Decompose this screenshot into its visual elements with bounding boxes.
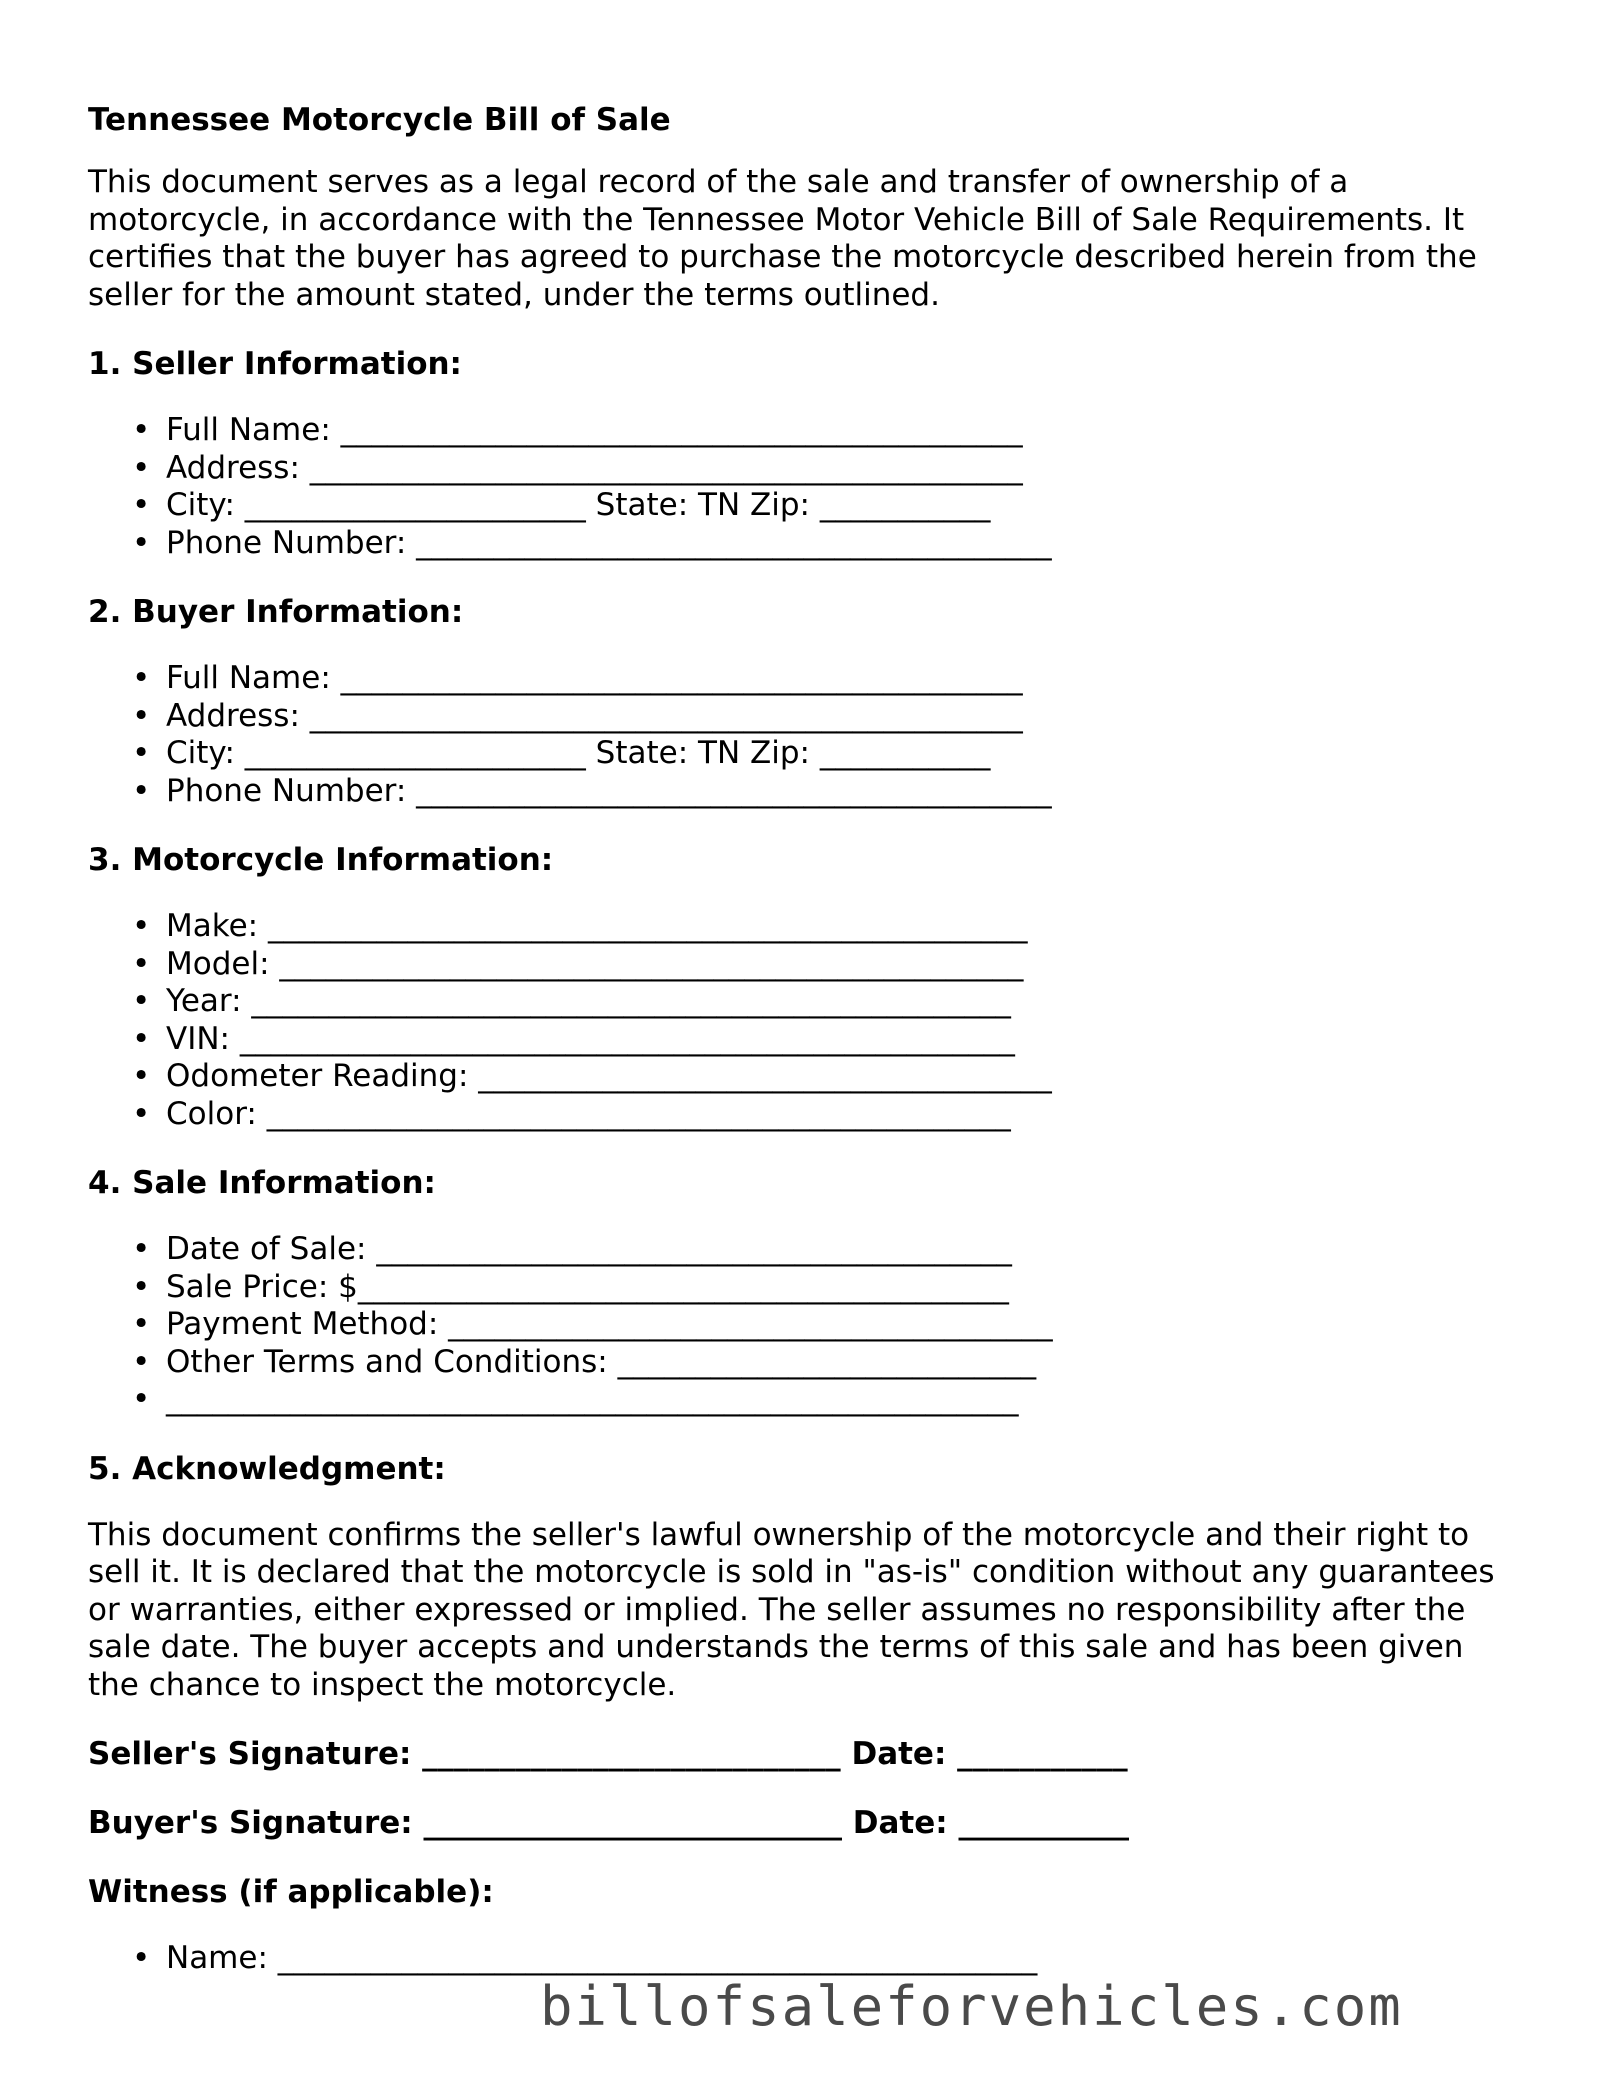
bullet-icon: • bbox=[132, 1058, 151, 1094]
bullet-icon: • bbox=[132, 1306, 151, 1342]
bullet-icon: • bbox=[132, 1231, 151, 1267]
bullet-icon: • bbox=[132, 449, 151, 486]
site-watermark: billofsaleforvehicles.com bbox=[540, 1975, 1403, 2038]
buyer-address-field[interactable]: • Address: ______________________________________________ bbox=[132, 697, 1023, 734]
bill-of-sale-document bbox=[88, 100, 1518, 2008]
bullet-icon: • bbox=[132, 660, 151, 696]
motorcycle-section-heading: 3. Motorcycle Information: bbox=[88, 842, 554, 878]
bullet-icon: • bbox=[132, 1095, 151, 1132]
bullet-icon: • bbox=[132, 983, 151, 1019]
buyer-signature-line[interactable]: Buyer's Signature: ___________________________ Date: ___________ bbox=[88, 1805, 1129, 1841]
other-terms-field[interactable]: • Other Terms and Conditions: ___________________________ bbox=[132, 1343, 1037, 1380]
sale-fields bbox=[88, 1231, 1518, 1419]
sale-price-field[interactable]: • Sale Price: $__________________________________________ bbox=[132, 1268, 1009, 1305]
bullet-icon: • bbox=[132, 945, 151, 982]
intro-paragraph: This document serves as a legal record of the sale and transfer of ownership of a motorcycle, in accordance with the Tennessee Motor Vehicle Bill of Sale Requirements. It certifies that the buyer has agreed to purchase the motorcycle described herein from the seller for the amount stated, under the terms outlined. bbox=[88, 164, 1477, 313]
witness-name-field[interactable]: • Name: _________________________________________________ bbox=[132, 1940, 1038, 1976]
seller-fields bbox=[88, 412, 1518, 562]
bullet-icon: • bbox=[132, 487, 151, 523]
bullet-icon: • bbox=[132, 1268, 151, 1305]
buyer-city-state-zip-field[interactable]: • City: ______________________ State: TN Zip: ___________ bbox=[132, 735, 991, 771]
buyer-phone-field[interactable]: • Phone Number: _________________________________________ bbox=[132, 772, 1052, 809]
buyer-section-heading: 2. Buyer Information: bbox=[88, 594, 464, 630]
witness-fields bbox=[88, 1940, 1518, 1978]
bullet-icon: • bbox=[132, 1381, 151, 1417]
sale-section-heading: 4. Sale Information: bbox=[88, 1165, 436, 1201]
bullet-icon: • bbox=[132, 1343, 151, 1380]
bullet-icon: • bbox=[132, 908, 151, 944]
bullet-icon: • bbox=[132, 412, 151, 448]
bullet-icon: • bbox=[132, 524, 151, 561]
seller-phone-field[interactable]: • Phone Number: _________________________________________ bbox=[132, 524, 1052, 561]
buyer-fields bbox=[88, 660, 1518, 810]
sale-date-field[interactable]: • Date of Sale: _________________________________________ bbox=[132, 1231, 1012, 1267]
seller-full-name-field[interactable]: • Full Name: ____________________________________________ bbox=[132, 412, 1023, 448]
motorcycle-odometer-field[interactable]: • Odometer Reading: _____________________________________ bbox=[132, 1058, 1052, 1094]
seller-signature-line[interactable]: Seller's Signature: ___________________________ Date: ___________ bbox=[88, 1736, 1128, 1772]
motorcycle-model-field[interactable]: • Model: ________________________________________________ bbox=[132, 945, 1024, 982]
buyer-full-name-field[interactable]: • Full Name: ____________________________________________ bbox=[132, 660, 1023, 696]
seller-section-heading: 1. Seller Information: bbox=[88, 346, 462, 382]
other-terms-continued-field[interactable]: • _______________________________________________________ bbox=[132, 1381, 1019, 1417]
acknowledgment-section-heading: 5. Acknowledgment: bbox=[88, 1450, 446, 1487]
bullet-icon: • bbox=[132, 1940, 151, 1976]
bullet-icon: • bbox=[132, 772, 151, 809]
motorcycle-fields bbox=[88, 908, 1518, 1133]
bullet-icon: • bbox=[132, 735, 151, 771]
bullet-icon: • bbox=[132, 697, 151, 734]
witness-section-heading: Witness (if applicable): bbox=[88, 1874, 494, 1910]
acknowledgment-paragraph: This document confirms the seller's lawful ownership of the motorcycle and their right to sell it. It is declared that the motorcycle is sold in "as-is" condition without any guarantees or warranties, either expressed or implied. The seller assumes no responsibility after the sale date. The buyer accepts and understands the terms of this sale and has been given the chance to inspect the motorcycle. bbox=[88, 1516, 1495, 1703]
payment-method-field[interactable]: • Payment Method: _______________________________________ bbox=[132, 1306, 1053, 1342]
seller-city-state-zip-field[interactable]: • City: ______________________ State: TN Zip: ___________ bbox=[132, 487, 991, 523]
bullet-icon: • bbox=[132, 1020, 151, 1057]
motorcycle-year-field[interactable]: • Year: _________________________________________________ bbox=[132, 983, 1011, 1019]
motorcycle-color-field[interactable]: • Color: ________________________________________________ bbox=[132, 1095, 1011, 1132]
document-title: Tennessee Motorcycle Bill of Sale bbox=[88, 102, 671, 138]
seller-address-field[interactable]: • Address: ______________________________________________ bbox=[132, 449, 1023, 486]
motorcycle-vin-field[interactable]: • VIN: __________________________________________________ bbox=[132, 1020, 1015, 1057]
motorcycle-make-field[interactable]: • Make: _________________________________________________ bbox=[132, 908, 1028, 944]
